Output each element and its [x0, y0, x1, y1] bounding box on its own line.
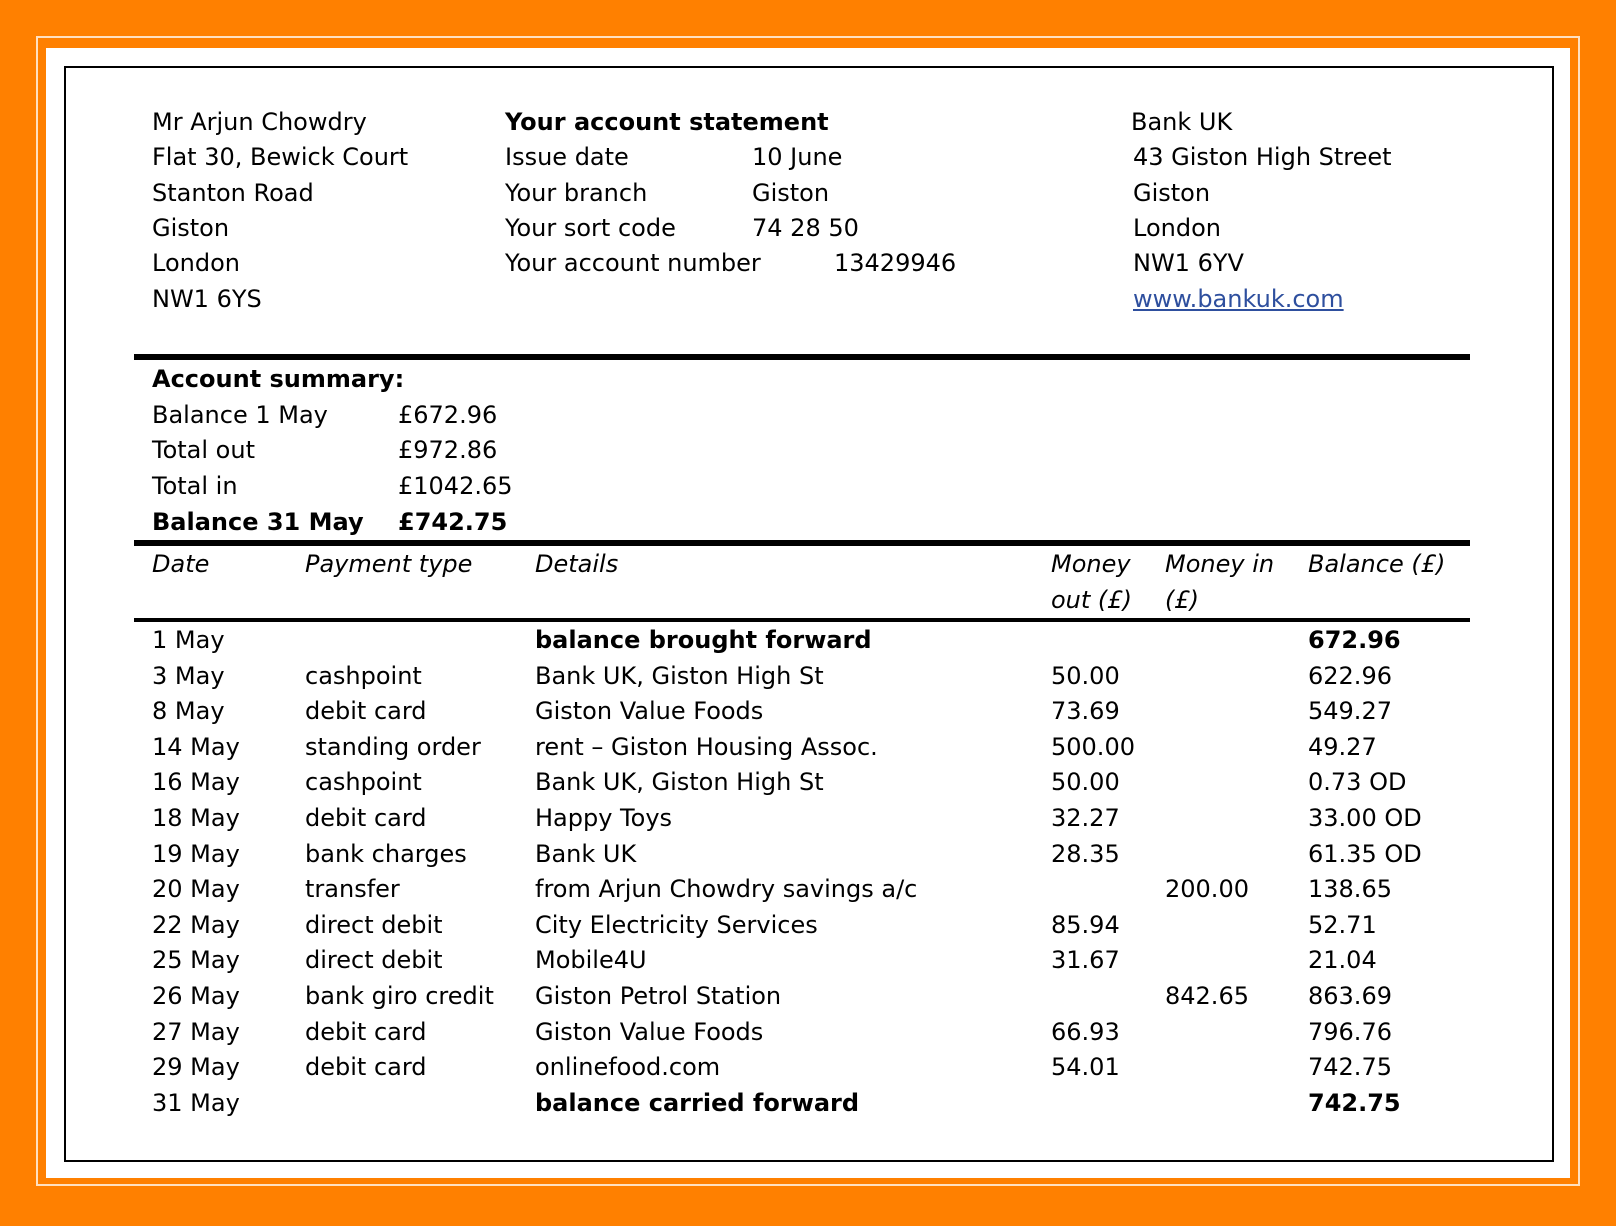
summary-final-value: £742.75	[398, 508, 508, 536]
bank-address-line: London	[1133, 214, 1221, 242]
statement-value-account-number: 13429946	[834, 249, 957, 277]
cell-money-out: 85.94	[1051, 911, 1120, 939]
cell-date: 22 May	[152, 911, 240, 939]
summary-final-label: Balance 31 May	[152, 508, 364, 536]
cell-balance: 549.27	[1308, 697, 1392, 725]
summary-value: £972.86	[398, 436, 498, 464]
bank-address-line: 43 Giston High Street	[1133, 143, 1392, 171]
cell-payment-type: standing order	[305, 733, 481, 761]
cell-details: from Arjun Chowdry savings a/c	[535, 875, 918, 903]
cell-details: balance brought forward	[535, 626, 872, 654]
customer-address-line: London	[152, 249, 240, 277]
cell-date: 25 May	[152, 946, 240, 974]
summary-label: Total out	[152, 436, 255, 464]
cell-money-out: 28.35	[1051, 840, 1120, 868]
column-header-money-in: Money in	[1165, 550, 1275, 578]
cell-balance: 52.71	[1308, 911, 1377, 939]
cell-money-out: 73.69	[1051, 697, 1120, 725]
cell-date: 31 May	[152, 1089, 240, 1117]
cell-payment-type: cashpoint	[305, 768, 422, 796]
cell-details: Giston Value Foods	[535, 697, 764, 725]
cell-details: Happy Toys	[535, 804, 673, 832]
summary-label: Total in	[152, 472, 238, 500]
cell-money-out: 32.27	[1051, 804, 1120, 832]
statement-label-issue-date: Issue date	[505, 143, 629, 171]
cell-balance: 49.27	[1308, 733, 1377, 761]
statement-label-sort-code: Your sort code	[505, 214, 676, 242]
cell-balance: 672.96	[1308, 626, 1401, 654]
cell-date: 26 May	[152, 982, 240, 1010]
cell-money-out: 50.00	[1051, 662, 1120, 690]
bank-name: Bank UK	[1131, 108, 1233, 136]
cell-money-in: 842.65	[1165, 982, 1249, 1010]
cell-details: Giston Value Foods	[535, 1018, 764, 1046]
cell-balance: 863.69	[1308, 982, 1392, 1010]
cell-details: Bank UK, Giston High St	[535, 662, 824, 690]
bank-address-line: Giston	[1133, 179, 1211, 207]
cell-payment-type: debit card	[305, 697, 427, 725]
cell-balance: 138.65	[1308, 875, 1392, 903]
cell-payment-type: debit card	[305, 1053, 427, 1081]
cell-money-out: 50.00	[1051, 768, 1120, 796]
cell-payment-type: cashpoint	[305, 662, 422, 690]
cell-balance: 0.73 OD	[1308, 768, 1407, 796]
cell-details: onlinefood.com	[535, 1053, 721, 1081]
bank-website-link[interactable]: www.bankuk.com	[1133, 285, 1344, 313]
statement-value-branch: Giston	[752, 179, 830, 207]
statement-value-sort-code: 74 28 50	[752, 214, 859, 242]
cell-details: balance carried forward	[535, 1089, 860, 1117]
cell-payment-type: direct debit	[305, 911, 443, 939]
cell-details: Giston Petrol Station	[535, 982, 782, 1010]
summary-label: Balance 1 May	[152, 401, 328, 429]
cell-payment-type: bank giro credit	[305, 982, 494, 1010]
cell-balance: 742.75	[1308, 1053, 1392, 1081]
cell-date: 20 May	[152, 875, 240, 903]
summary-value: £1042.65	[398, 472, 513, 500]
cell-balance: 61.35 OD	[1308, 840, 1422, 868]
column-header-details: Details	[535, 550, 619, 578]
cell-balance: 796.76	[1308, 1018, 1392, 1046]
cell-balance: 742.75	[1308, 1089, 1401, 1117]
cell-date: 18 May	[152, 804, 240, 832]
bank-address-line: NW1 6YV	[1133, 249, 1244, 277]
column-header-balance: Balance (£)	[1308, 550, 1446, 578]
cell-payment-type: transfer	[305, 875, 400, 903]
cell-date: 14 May	[152, 733, 240, 761]
cell-payment-type: debit card	[305, 1018, 427, 1046]
statement-label-account-number: Your account number	[505, 249, 761, 277]
cell-date: 29 May	[152, 1053, 240, 1081]
customer-address-line: NW1 6YS	[152, 285, 262, 313]
column-header-date: Date	[152, 550, 210, 578]
cell-details: Mobile4U	[535, 946, 647, 974]
customer-address-line: Stanton Road	[152, 179, 314, 207]
statement-label-branch: Your branch	[505, 179, 648, 207]
customer-address-line: Flat 30, Bewick Court	[152, 143, 409, 171]
cell-balance: 33.00 OD	[1308, 804, 1422, 832]
cell-payment-type: direct debit	[305, 946, 443, 974]
column-header-money-out: out (£)	[1051, 586, 1132, 614]
table-header-divider	[134, 618, 1470, 622]
cell-balance: 622.96	[1308, 662, 1392, 690]
cell-money-out: 31.67	[1051, 946, 1120, 974]
cell-details: City Electricity Services	[535, 911, 818, 939]
section-divider	[134, 540, 1470, 546]
cell-balance: 21.04	[1308, 946, 1377, 974]
cell-date: 27 May	[152, 1018, 240, 1046]
customer-name: Mr Arjun Chowdry	[152, 108, 367, 136]
cell-date: 1 May	[152, 626, 225, 654]
cell-money-in: 200.00	[1165, 875, 1249, 903]
statement-title: Your account statement	[505, 108, 829, 136]
summary-value: £672.96	[398, 401, 498, 429]
cell-money-out: 500.00	[1051, 733, 1135, 761]
column-header-payment-type: Payment type	[305, 550, 473, 578]
cell-date: 19 May	[152, 840, 240, 868]
cell-date: 16 May	[152, 768, 240, 796]
cell-payment-type: bank charges	[305, 840, 467, 868]
cell-details: Bank UK	[535, 840, 637, 868]
cell-money-out: 66.93	[1051, 1018, 1120, 1046]
statement-value-issue-date: 10 June	[752, 143, 843, 171]
cell-details: rent – Giston Housing Assoc.	[535, 733, 878, 761]
cell-date: 3 May	[152, 662, 225, 690]
cell-details: Bank UK, Giston High St	[535, 768, 824, 796]
summary-title: Account summary:	[152, 365, 405, 393]
cell-payment-type: debit card	[305, 804, 427, 832]
cell-money-out: 54.01	[1051, 1053, 1120, 1081]
cell-date: 8 May	[152, 697, 225, 725]
section-divider	[134, 354, 1470, 360]
customer-address-line: Giston	[152, 214, 230, 242]
column-header-money-out: Money	[1051, 550, 1131, 578]
column-header-money-in: (£)	[1165, 586, 1199, 614]
